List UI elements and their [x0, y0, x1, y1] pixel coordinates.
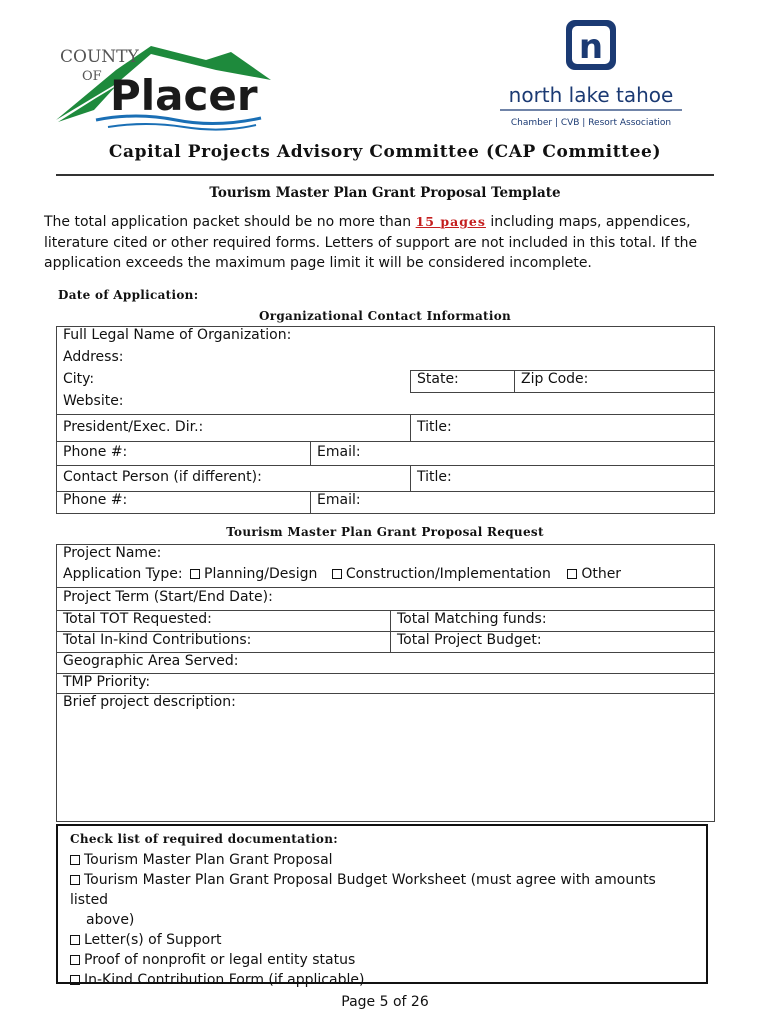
address-label: Address:	[63, 348, 124, 365]
inkind-contributions-label: Total In-kind Contributions:	[63, 632, 252, 648]
president-label: President/Exec. Dir.:	[63, 419, 204, 435]
county-of-placer-logo	[56, 40, 271, 132]
title-label-2: Title:	[417, 469, 452, 485]
checklist-checkbox-3[interactable]	[70, 935, 80, 945]
geographic-area-label: Geographic Area Served:	[63, 653, 239, 669]
checklist-item-2-continued	[70, 910, 696, 930]
president-field[interactable]	[57, 415, 411, 442]
other-label: Other	[581, 565, 622, 582]
contact-info-table	[56, 326, 715, 514]
project-term-label: Project Term (Start/End Date):	[63, 589, 273, 605]
checklist-title: Check list of required documentation:	[70, 832, 338, 846]
checklist-label-4: Proof of nonprofit or legal entity status	[84, 952, 356, 968]
proposal-request-table	[56, 544, 715, 822]
logo-nlt-name: north lake tahoe	[508, 83, 674, 107]
planning-design-label: Planning/Design	[204, 565, 318, 582]
application-type-label: Application Type:	[63, 565, 183, 582]
checklist-label-3: Letter(s) of Support	[84, 932, 222, 948]
email-label-1: Email:	[317, 444, 361, 460]
checklist-item-5	[70, 970, 696, 990]
title-field-2[interactable]	[411, 466, 715, 492]
contact-section-title: Organizational Contact Information	[258, 309, 512, 323]
logo-nlt-tagline: Chamber | CVB | Resort Association	[510, 118, 672, 128]
logo-of-text: OF	[82, 69, 102, 84]
title-field-1[interactable]	[411, 415, 715, 442]
checklist-item-3	[70, 930, 696, 950]
checklist-checkbox-5[interactable]	[70, 975, 80, 985]
title-divider	[56, 174, 714, 176]
state-field[interactable]	[411, 371, 515, 393]
address-field[interactable]	[57, 349, 715, 371]
city-label: City:	[63, 370, 95, 387]
contact-person-field[interactable]	[57, 466, 411, 492]
matching-funds-label: Total Matching funds:	[397, 611, 547, 627]
matching-funds-field[interactable]	[391, 611, 715, 632]
construction-checkbox[interactable]	[332, 569, 342, 579]
website-field[interactable]	[57, 393, 715, 415]
zip-code-label: Zip Code:	[521, 371, 589, 387]
checklist-item-4	[70, 950, 696, 970]
checklist-checkbox-1[interactable]	[70, 855, 80, 865]
page-number: Page 5 of 26	[341, 994, 429, 1010]
logo-n-letter: n	[578, 27, 604, 67]
checklist-checkbox-4[interactable]	[70, 955, 80, 965]
project-term-field[interactable]	[57, 588, 715, 611]
website-label: Website:	[63, 393, 124, 409]
page-title: Capital Projects Advisory Committee (CAP Committee)	[108, 142, 662, 162]
project-description-label: Brief project description:	[63, 694, 236, 710]
documentation-checklist	[56, 824, 708, 988]
phone-label-1: Phone #:	[63, 444, 128, 460]
inkind-contributions-field[interactable]	[57, 632, 391, 653]
project-name-label: Project Name:	[63, 545, 162, 561]
application-type-row	[57, 566, 715, 588]
checklist-item-1	[70, 850, 696, 870]
phone-field-1[interactable]	[57, 442, 311, 466]
project-budget-field[interactable]	[391, 632, 715, 653]
checklist-label-2b: above)	[86, 912, 135, 928]
zip-code-field[interactable]	[515, 371, 715, 393]
project-name-field[interactable]	[57, 545, 715, 566]
request-section-title: Tourism Master Plan Grant Proposal Request	[226, 525, 544, 539]
tmp-priority-field[interactable]	[57, 674, 715, 694]
checklist-item-2	[70, 870, 696, 910]
email-label-2: Email:	[317, 492, 361, 508]
email-field-1[interactable]	[311, 442, 715, 466]
planning-design-checkbox[interactable]	[190, 569, 200, 579]
state-label: State:	[417, 371, 459, 387]
phone-field-2[interactable]	[57, 492, 311, 514]
checklist-checkbox-2[interactable]	[70, 875, 80, 885]
project-budget-label: Total Project Budget:	[397, 632, 542, 648]
full-legal-name-field[interactable]	[57, 327, 715, 349]
phone-label-2: Phone #:	[63, 492, 128, 508]
project-description-field[interactable]	[57, 694, 715, 822]
contact-person-label: Contact Person (if different):	[63, 469, 262, 485]
logo-county-text: COUNTY	[60, 47, 139, 67]
title-label-1: Title:	[417, 419, 452, 435]
north-lake-tahoe-logo	[496, 16, 686, 128]
checklist-label-1: Tourism Master Plan Grant Proposal	[84, 852, 333, 868]
page-limit: 15 pages	[415, 214, 486, 229]
date-of-application-label: Date of Application:	[58, 288, 199, 302]
construction-label: Construction/Implementation	[345, 565, 551, 582]
tot-requested-label: Total TOT Requested:	[63, 611, 212, 627]
tot-requested-field[interactable]	[57, 611, 391, 632]
checklist-label-5: In-Kind Contribution Form (if applicable)	[84, 972, 365, 988]
tmp-priority-label: TMP Priority:	[63, 674, 151, 690]
logo-placer-text: Placer	[110, 71, 258, 120]
other-checkbox[interactable]	[567, 569, 577, 579]
full-legal-name-label: Full Legal Name of Organization:	[63, 327, 292, 343]
city-field[interactable]	[57, 371, 411, 393]
checklist-label-2a: Tourism Master Plan Grant Proposal Budget Worksheet (must agree with amounts listed	[70, 872, 656, 908]
intro-pre: The total application packet should be no more than	[44, 214, 416, 230]
intro-paragraph	[44, 212, 734, 274]
geographic-area-field[interactable]	[57, 653, 715, 674]
email-field-2[interactable]	[311, 492, 715, 514]
intro-post: including maps, appendices, literature cited or other required forms. Letters of support are not included in this total. If the application exceeds the maximum page limit it will be considered incomplete.	[44, 214, 698, 271]
page-subtitle: Tourism Master Plan Grant Proposal Template	[209, 185, 561, 201]
